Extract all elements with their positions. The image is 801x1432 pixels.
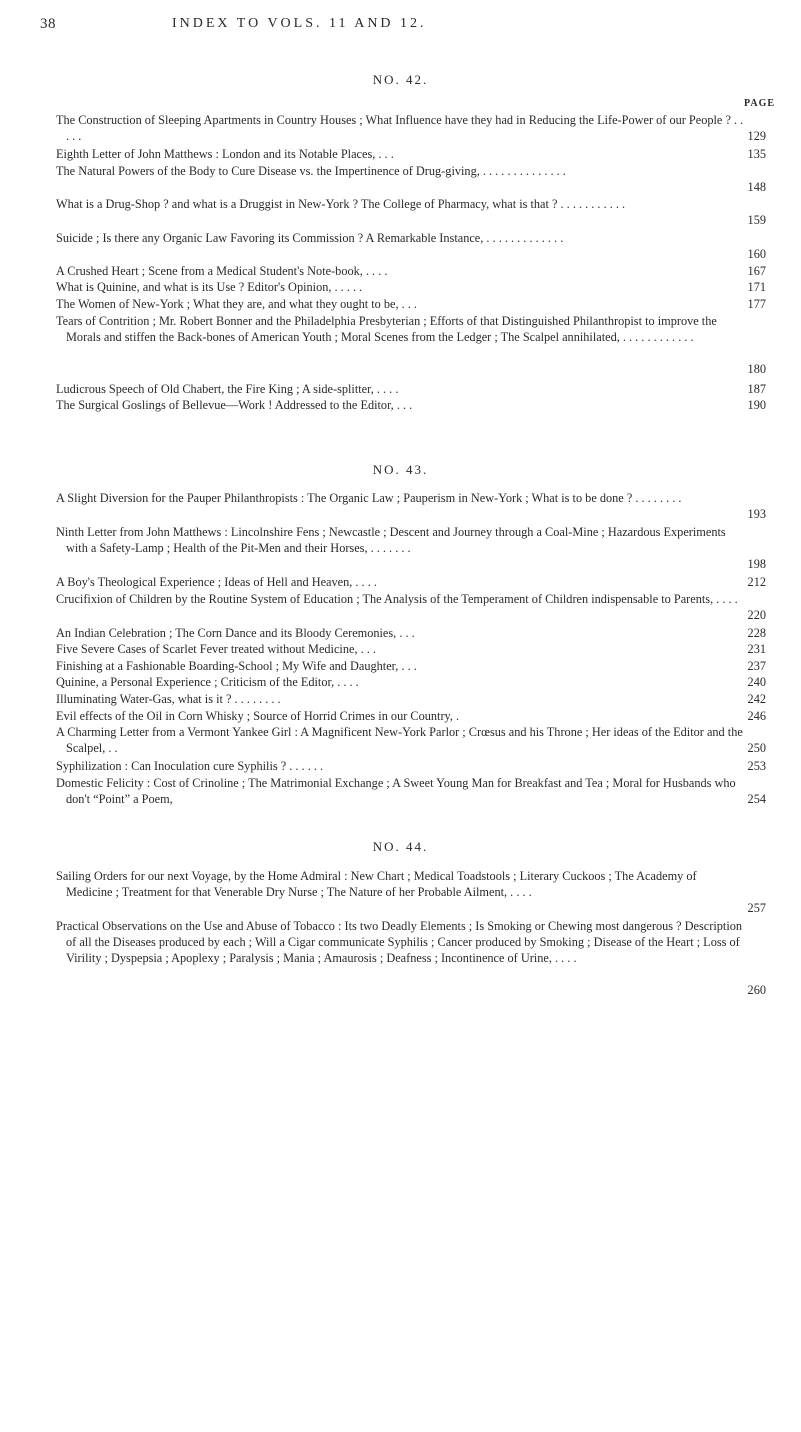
entry-page: 167 [747,264,766,278]
entry-page: 129 [747,129,766,143]
index-entry [56,279,766,295]
section-title: NO. 44. [372,839,429,854]
entry-page: 159 [747,213,766,227]
entry-page: 180 [747,362,766,376]
entry-text: Sailing Orders for our next Voyage, by the Home Admiral : New Chart ; Medical Toadstools ; Literary Cuckoos ; The Academy of Medicine ; Treatment for that Venerable Dry Nurse ; The Nature of her Probable Ailment, . . . . [56,869,697,899]
index-entry [56,775,766,807]
entry-text: The Construction of Sleeping Apartments in Country Houses ; What Influence have they had in Reducing the Life-Power of our People ? . . . . . [56,113,744,143]
section-title: NO. 43. [372,462,429,477]
entry-page: 250 [747,741,766,755]
index-entry [56,868,766,916]
entry-text: Illuminating Water-Gas, what is it ? . . . . . . . . [56,692,281,706]
entry-page: 148 [747,180,766,194]
entry-page: 242 [747,692,766,706]
entry-page: 228 [747,626,766,640]
entry-text: Finishing at a Fashionable Boarding-School ; My Wife and Daughter, . . . [56,659,417,673]
index-entry [56,163,766,195]
entry-text: Practical Observations on the Use and Abuse of Tobacco : Its two Deadly Elements ; Is Smoking or Chewing most dangerous ? Description of all the Diseases produced by each ; Will a Cigar communicate Syphilis ; Cancer produced by Smoking ; Disease of the Heart ; Loss of Virility ; Dyspepsia ; Apoplexy ; Paralysis ; Mania ; Amaurosis ; Deafness ; Incontinence of Urine, . . . . [56,919,743,965]
page-number: 38 [40,16,56,32]
entry-text: The Surgical Goslings of Bellevue—Work ! Addressed to the Editor, . . . [56,398,413,412]
entry-page: 198 [747,557,766,571]
entry-page: 171 [747,280,766,294]
entry-page: 177 [747,297,766,311]
index-entry [56,758,766,774]
entry-page: 240 [747,675,766,689]
index-entry [56,524,766,572]
entry-text: The Natural Powers of the Body to Cure Disease vs. the Impertinence of Drug-giving, . . . . . . . . . . . . . . [56,164,566,178]
index-entry [56,658,766,674]
entry-text: Ludicrous Speech of Old Chabert, the Fire King ; A side-splitter, . . . . [56,382,399,396]
entry-text: The Women of New-York ; What they are, and what they ought to be, . . . [56,297,418,311]
entry-page: 220 [747,608,766,622]
section-title: NO. 42. [372,72,429,87]
entry-text: A Charming Letter from a Vermont Yankee Girl : A Magnificent New-York Parlor ; Crœsus and his Throne ; Her ideas of the Editor and the Scalpel, . . [56,725,743,755]
entry-page: 187 [747,382,766,396]
index-entry [56,918,766,998]
entry-page: 135 [747,147,766,161]
index-entry [56,574,766,590]
entry-page: 260 [747,983,766,997]
index-entry [56,591,766,623]
index-entry [56,263,766,279]
index-entry [56,146,766,162]
entry-text: Eighth Letter of John Matthews : London and its Notable Places, . . . [56,147,394,161]
entry-text: Domestic Felicity : Cost of Crinoline ; The Matrimonial Exchange ; A Sweet Young Man for Breakfast and Tea ; Moral for Husbands who don't “Point” a Poem, [56,776,736,806]
entry-text: Syphilization : Can Inoculation cure Syphilis ? . . . . . . [56,759,324,773]
page-column-label: PAGE [744,98,776,109]
entry-text: What is a Drug-Shop ? and what is a Druggist in New-York ? The College of Pharmacy, what is that ? . . . . . . . . . . . [56,197,626,211]
running-head: INDEX TO VOLS. 11 AND 12. [172,16,427,31]
entry-page: 193 [747,507,766,521]
index-entry [56,296,766,312]
entry-page: 212 [747,575,766,589]
entry-text: Crucifixion of Children by the Routine System of Education ; The Analysis of the Temperament of Children indispensable to Parents, . . . . [56,592,738,606]
entry-text: Evil effects of the Oil in Corn Whisky ; Source of Horrid Crimes in our Country, . [56,709,460,723]
entry-text: Tears of Contrition ; Mr. Robert Bonner and the Philadelphia Presbyterian ; Efforts of that Distinguished Philanthropist to improve the Morals and stiffen the Back-bones of American Youth ; Moral Scenes from the Ledger ; The Scalpel annihilated, . . . . . . . . . . . . [56,314,717,344]
entry-text: A Slight Diversion for the Pauper Philanthropists : The Organic Law ; Pauperism in New-York ; What is to be done ? . . . . . . . . [56,491,682,505]
entry-page: 253 [747,759,766,773]
index-entry [56,196,766,228]
index-entry [56,381,766,397]
entry-page: 160 [747,247,766,261]
entry-text: An Indian Celebration ; The Corn Dance and its Bloody Ceremonies, . . . [56,626,415,640]
index-entry [56,112,766,144]
entry-page: 257 [747,901,766,915]
entry-page: 254 [747,792,766,806]
entry-text: A Boy's Theological Experience ; Ideas of Hell and Heaven, . . . . [56,575,377,589]
entry-text: Quinine, a Personal Experience ; Criticism of the Editor, . . . . [56,675,359,689]
index-entry [56,625,766,641]
index-entry [56,230,766,262]
index-entry [56,397,766,413]
index-entry [56,674,766,690]
entry-page: 190 [747,398,766,412]
entry-text: What is Quinine, and what is its Use ? Editor's Opinion, . . . . . [56,280,363,294]
entry-text: Suicide ; Is there any Organic Law Favoring its Commission ? A Remarkable Instance, . . . . . . . . . . . . . [56,231,564,245]
index-entry [56,313,766,377]
index-entry [56,490,766,522]
entry-page: 231 [747,642,766,656]
entry-page: 237 [747,659,766,673]
entry-page: 246 [747,709,766,723]
index-entry [56,641,766,657]
index-entry [56,724,766,756]
index-entry [56,691,766,707]
entry-text: Ninth Letter from John Matthews : Lincolnshire Fens ; Newcastle ; Descent and Journey through a Coal-Mine ; Hazardous Experiments with a Safety-Lamp ; Health of the Pit-Men and their Horses, . . . . . . . [56,525,726,555]
entry-text: Five Severe Cases of Scarlet Fever treated without Medicine, . . . [56,642,376,656]
index-entry [56,708,766,724]
entry-text: A Crushed Heart ; Scene from a Medical Student's Note-book, . . . . [56,264,388,278]
